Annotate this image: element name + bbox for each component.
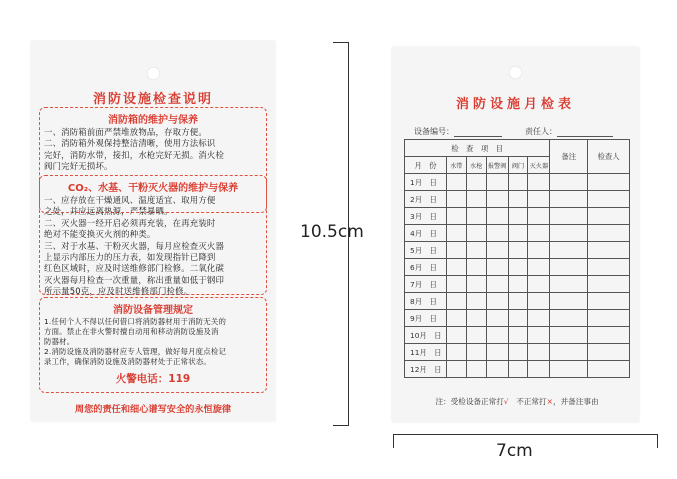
check-cell bbox=[550, 310, 588, 327]
check-cell bbox=[550, 327, 588, 344]
check-cell bbox=[528, 310, 550, 327]
check-cell bbox=[508, 327, 528, 344]
body-line: 一、应存放在干燥通风、温度适宜、取用方便 bbox=[44, 195, 216, 205]
check-cell bbox=[588, 310, 630, 327]
body-line: 完好，消防水带，接扣，水枪完好无损。消火栓 bbox=[44, 149, 225, 160]
body-line: 绝对不能变换灭火剂的种类。 bbox=[44, 229, 156, 240]
check-cell bbox=[588, 276, 630, 293]
check-cell bbox=[466, 293, 486, 310]
hang-hole bbox=[147, 67, 160, 80]
check-cell bbox=[588, 242, 630, 259]
month-cell: 10月 日 bbox=[405, 327, 447, 344]
check-cell bbox=[550, 242, 588, 259]
check-cell bbox=[528, 276, 550, 293]
body-line: 二、消防箱外观保持整洁清晰，使用方法标识 bbox=[44, 138, 216, 149]
table-row bbox=[405, 208, 630, 225]
responsible-person-label: 责任人： bbox=[525, 127, 557, 136]
check-cell bbox=[528, 293, 550, 310]
month-cell: 12月 日 bbox=[405, 361, 447, 378]
body-line: 二、灭火器一经开启必须再充装，在再充装时 bbox=[44, 217, 216, 228]
check-cell bbox=[528, 344, 550, 361]
month-cell: 1月 日 bbox=[405, 174, 447, 191]
check-cell bbox=[528, 361, 550, 378]
section-heading: 消防设备管理规定 bbox=[113, 305, 193, 316]
check-cell bbox=[466, 259, 486, 276]
section-body bbox=[40, 126, 266, 174]
month-cell: 2月 日 bbox=[405, 191, 447, 208]
table-row bbox=[405, 310, 630, 327]
section-body bbox=[40, 194, 266, 299]
check-cell bbox=[550, 225, 588, 242]
hang-hole bbox=[509, 66, 522, 79]
check-cell bbox=[550, 191, 588, 208]
check-cell bbox=[588, 259, 630, 276]
extinguisher-header: 灭火器 bbox=[528, 157, 550, 174]
table-row bbox=[405, 276, 630, 293]
check-cell bbox=[588, 361, 630, 378]
responsible-person-field bbox=[525, 126, 613, 137]
check-cell bbox=[446, 259, 466, 276]
footnote-suffix: ，并备注事由 bbox=[552, 397, 599, 406]
check-cell bbox=[486, 276, 508, 293]
check-cell bbox=[528, 191, 550, 208]
width-dimension-tick bbox=[393, 434, 394, 448]
month-cell: 4月 日 bbox=[405, 225, 447, 242]
height-dimension-tick bbox=[333, 425, 349, 426]
table-row bbox=[405, 174, 630, 191]
body-line: 方面。禁止在非火警时擅自动用和移动消防设施及消 bbox=[44, 327, 219, 336]
check-cell bbox=[446, 191, 466, 208]
check-cell bbox=[446, 225, 466, 242]
check-cell bbox=[486, 293, 508, 310]
month-cell: 5月 日 bbox=[405, 242, 447, 259]
check-cell bbox=[486, 225, 508, 242]
safety-slogan: 周您的责任和细心谱写安全的永恒旋律 bbox=[74, 404, 232, 415]
body-line: 1.任何个人不得以任何借口将消防器材用于消防无关的 bbox=[44, 317, 227, 326]
check-cell bbox=[446, 327, 466, 344]
remark-header: 备注 bbox=[550, 140, 588, 174]
table-row bbox=[405, 293, 630, 310]
check-cell bbox=[528, 208, 550, 225]
month-cell: 8月 日 bbox=[405, 293, 447, 310]
back-card-title: 消防设施月检表 bbox=[455, 97, 575, 112]
check-cell bbox=[486, 174, 508, 191]
check-cell bbox=[550, 276, 588, 293]
check-cell bbox=[588, 225, 630, 242]
height-dimension-tick bbox=[333, 42, 349, 43]
footnote-middle: 不正常打 bbox=[516, 397, 547, 406]
check-cell bbox=[508, 174, 528, 191]
body-line: 之处，并应远离热源，严禁暴晒。 bbox=[44, 206, 173, 217]
check-cell bbox=[528, 225, 550, 242]
check-cell bbox=[446, 174, 466, 191]
check-cell bbox=[486, 327, 508, 344]
width-dimension-line bbox=[393, 434, 658, 435]
hose-header: 水带 bbox=[446, 157, 466, 174]
check-cell bbox=[508, 242, 528, 259]
check-cell bbox=[466, 191, 486, 208]
cross-mark: × bbox=[546, 397, 553, 406]
check-cell bbox=[550, 293, 588, 310]
check-cell bbox=[550, 361, 588, 378]
check-cell bbox=[446, 242, 466, 259]
check-cell bbox=[508, 225, 528, 242]
check-cell bbox=[550, 344, 588, 361]
check-cell bbox=[446, 344, 466, 361]
table-header-row bbox=[405, 140, 630, 157]
check-cell bbox=[466, 276, 486, 293]
check-cell bbox=[466, 208, 486, 225]
check-cell bbox=[588, 174, 630, 191]
check-mark: √ bbox=[503, 397, 509, 406]
monthly-checklist-card bbox=[392, 47, 639, 422]
table-row bbox=[405, 225, 630, 242]
height-dimension-label: 10.5cm bbox=[300, 222, 364, 242]
table-row bbox=[405, 259, 630, 276]
check-cell bbox=[508, 276, 528, 293]
table-row bbox=[405, 242, 630, 259]
check-cell bbox=[446, 208, 466, 225]
width-dimension-label: 7cm bbox=[496, 441, 533, 461]
section-extinguisher-maintenance bbox=[39, 175, 267, 295]
check-cell bbox=[528, 259, 550, 276]
inspection-items-header: 检 查 项 目 bbox=[405, 140, 550, 157]
front-card-title: 消防设施检查说明 bbox=[92, 92, 213, 107]
table-row bbox=[405, 344, 630, 361]
body-line: 红色区域时，应及时送维修部门检修。二氧化碳 bbox=[44, 263, 225, 274]
table-footnote bbox=[404, 396, 630, 407]
monthly-check-table bbox=[404, 139, 630, 378]
check-cell bbox=[508, 361, 528, 378]
fire-hotline: 火警电话：119 bbox=[115, 373, 191, 385]
check-cell bbox=[588, 327, 630, 344]
check-cell bbox=[466, 310, 486, 327]
body-line: 三、对于水基、干粉灭火器，每月应检查灭火器 bbox=[44, 240, 225, 251]
check-cell bbox=[508, 259, 528, 276]
table-row bbox=[405, 191, 630, 208]
table-row bbox=[405, 327, 630, 344]
table-row bbox=[405, 361, 630, 378]
footnote-prefix: 注：受检设备正常打 bbox=[435, 397, 504, 406]
device-number-label: 设备编号： bbox=[414, 127, 454, 136]
check-cell bbox=[528, 242, 550, 259]
check-cell bbox=[550, 208, 588, 225]
month-cell: 7月 日 bbox=[405, 276, 447, 293]
check-cell bbox=[466, 225, 486, 242]
check-cell bbox=[466, 242, 486, 259]
responsible-person-blank bbox=[557, 128, 613, 137]
month-header: 月 份 bbox=[405, 157, 447, 174]
check-cell bbox=[588, 293, 630, 310]
check-cell bbox=[486, 310, 508, 327]
check-cell bbox=[508, 344, 528, 361]
month-cell: 6月 日 bbox=[405, 259, 447, 276]
month-cell: 11月 日 bbox=[405, 344, 447, 361]
check-cell bbox=[550, 259, 588, 276]
check-cell bbox=[486, 242, 508, 259]
section-heading: CO₂、水基、干粉灭火器的维护与保养 bbox=[67, 183, 239, 194]
body-line: 阀门完好无损坏。 bbox=[44, 161, 113, 172]
body-line: 2.消防设施及消防器材应专人管理，做好每月度点检记 bbox=[44, 347, 227, 356]
check-cell bbox=[486, 361, 508, 378]
month-cell: 9月 日 bbox=[405, 310, 447, 327]
inspector-header: 检查人 bbox=[588, 140, 630, 174]
check-cell bbox=[486, 259, 508, 276]
check-cell bbox=[466, 361, 486, 378]
check-cell bbox=[466, 327, 486, 344]
body-line: 录工作，确保消防设施及消防器材处于正常状态。 bbox=[44, 357, 211, 366]
alarm-valve-header: 报警阀 bbox=[486, 157, 508, 174]
check-cell bbox=[508, 293, 528, 310]
check-cell bbox=[550, 174, 588, 191]
width-dimension-tick bbox=[657, 434, 658, 448]
section-equipment-rules bbox=[39, 297, 267, 393]
check-cell bbox=[446, 361, 466, 378]
check-cell bbox=[508, 208, 528, 225]
check-cell bbox=[588, 344, 630, 361]
check-cell bbox=[446, 276, 466, 293]
check-cell bbox=[528, 327, 550, 344]
month-cell: 3月 日 bbox=[405, 208, 447, 225]
device-number-field bbox=[414, 126, 502, 137]
check-cell bbox=[588, 191, 630, 208]
check-cell bbox=[588, 208, 630, 225]
body-line: 防器材。 bbox=[44, 337, 75, 346]
check-cell bbox=[486, 208, 508, 225]
body-line: 灭火器每月检查一次重量，称出重量如低于钢印 bbox=[44, 274, 225, 285]
nozzle-header: 水枪 bbox=[466, 157, 486, 174]
check-cell bbox=[486, 191, 508, 208]
check-cell bbox=[466, 344, 486, 361]
device-number-blank bbox=[454, 128, 502, 137]
instruction-card-front bbox=[31, 41, 275, 421]
section-body bbox=[40, 316, 266, 368]
check-cell bbox=[466, 174, 486, 191]
body-line: 一、消防箱前面严禁堆放物品，存取方便。 bbox=[44, 127, 207, 137]
section-heading: 消防箱的维护与保养 bbox=[108, 115, 198, 126]
check-cell bbox=[508, 191, 528, 208]
check-cell bbox=[486, 344, 508, 361]
check-cell bbox=[508, 310, 528, 327]
check-cell bbox=[446, 310, 466, 327]
body-line: 上显示内部压力的压力表，如发现指针已降到 bbox=[44, 252, 216, 263]
valve-header: 阀门 bbox=[508, 157, 528, 174]
check-cell bbox=[446, 293, 466, 310]
body-line: 所示量50克，应及时送维修部门检修。 bbox=[44, 286, 193, 297]
check-cell bbox=[528, 174, 550, 191]
